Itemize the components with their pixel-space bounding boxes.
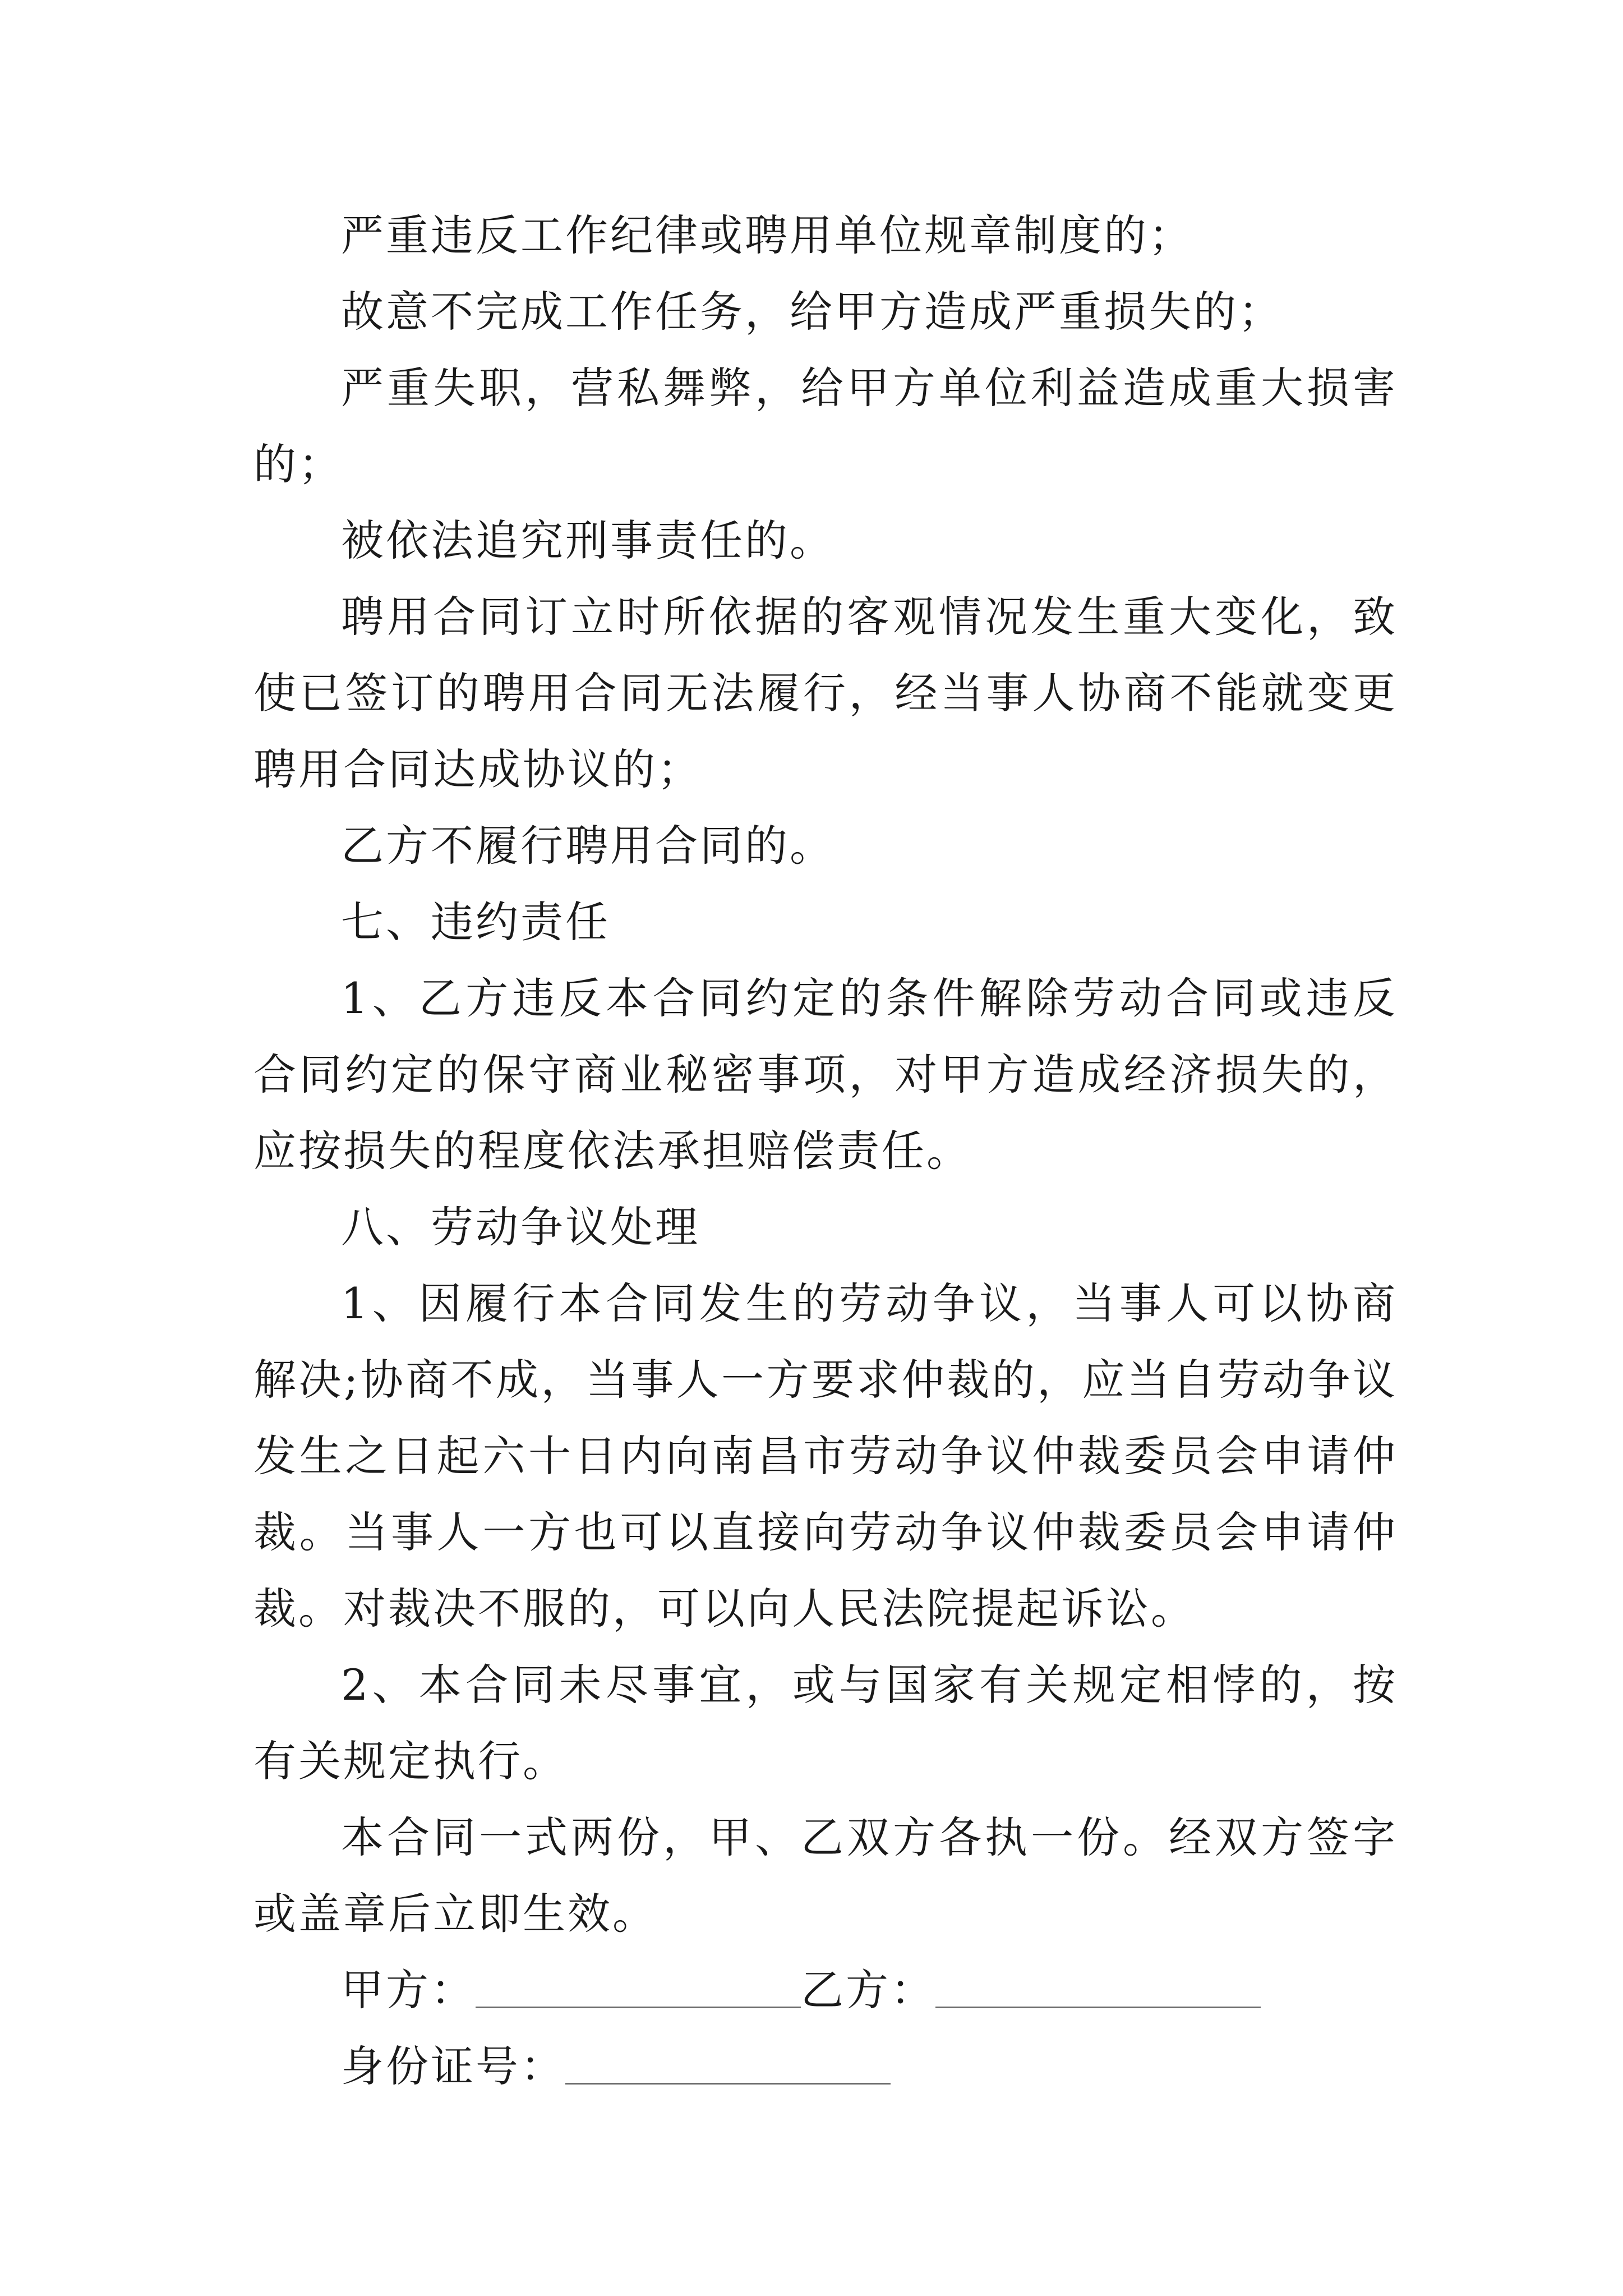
- party-a-signature-line[interactable]: [476, 2007, 801, 2008]
- signature-row-id: [253, 2028, 1398, 2105]
- party-b-label: 乙方：: [801, 1965, 935, 2015]
- clause-dereliction: 严重失职，营私舞弊，给甲方单位利益造成重大损害的；: [253, 363, 1398, 489]
- clause-changed-circumstances: 聘用合同订立时所依据的客观情况发生重大变化，致使已签订的聘用合同无法履行，经当事人协商不能就变更聘用合同达成协议的；: [253, 592, 1398, 794]
- section-heading-dispute: 八、劳动争议处理: [341, 1202, 700, 1252]
- section-heading-liability: 七、违约责任: [341, 897, 610, 947]
- id-number-label: 身份证号：: [341, 2041, 565, 2091]
- clause-non-performance: 乙方不履行聘用合同的。: [341, 821, 834, 871]
- party-b-signature-line[interactable]: [935, 2007, 1261, 2008]
- clause-criminal-liability: 被依法追究刑事责任的。: [341, 516, 834, 565]
- document-body: [253, 197, 1398, 2105]
- id-number-line[interactable]: [565, 2083, 891, 2085]
- clause-intentional-failure: 故意不完成工作任务，给甲方造成严重损失的；: [341, 287, 1283, 337]
- dispute-clause-2: 2、本合同未尽事宜，或与国家有关规定相悖的，按有关规定执行。: [253, 1660, 1398, 1786]
- dispute-clause-1: 1、因履行本合同发生的劳动争议，当事人可以协商解决;协商不成，当事人一方要求仲裁的，应当自劳动争议发生之日起六十日内向南昌市劳动争议仲裁委员会申请仲裁。当事人一方也可以直接向劳动争议仲裁委员会申请仲裁。对裁决不服的，可以向人民法院提起诉讼。: [253, 1278, 1398, 1634]
- party-a-label: 甲方：: [341, 1965, 476, 2015]
- clause-serious-violation: 严重违反工作纪律或聘用单位规章制度的；: [341, 210, 1193, 260]
- signature-row-parties: [253, 1952, 1398, 2028]
- effectiveness-clause: 本合同一式两份，甲、乙双方各执一份。经双方签字或盖章后立即生效。: [253, 1812, 1398, 1939]
- liability-clause-1: 1、乙方违反本合同约定的条件解除劳动合同或违反合同约定的保守商业秘密事项，对甲方造成经济损失的，应按损失的程度依法承担赔偿责任。: [253, 973, 1398, 1176]
